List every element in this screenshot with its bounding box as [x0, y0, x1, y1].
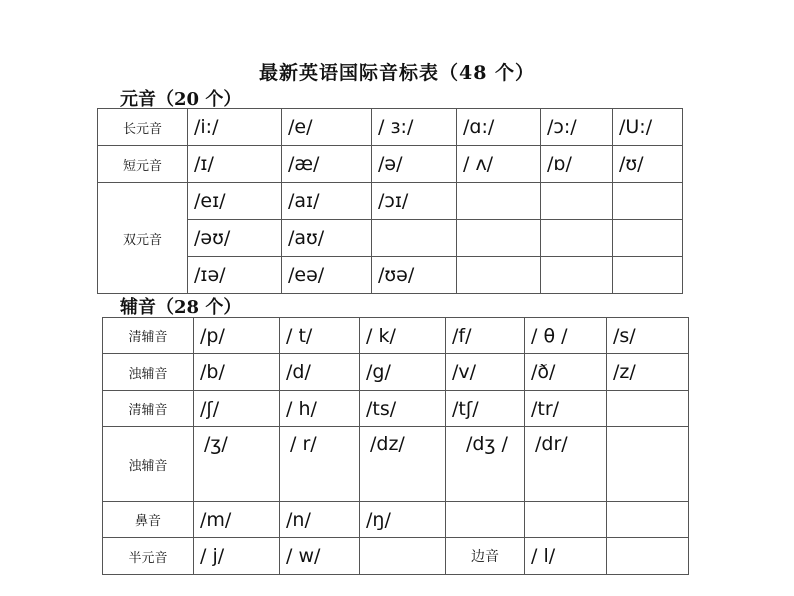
phoneme-cell: /ʒ/: [194, 427, 280, 502]
phoneme-cell: /ɔ:/: [541, 109, 613, 146]
empty-cell: [613, 183, 683, 220]
phoneme-cell: /n/: [280, 502, 360, 538]
phoneme-cell: / w/: [280, 538, 360, 575]
phoneme-cell: /ð/: [525, 354, 607, 391]
consonant-row: [103, 427, 689, 502]
empty-cell: [541, 183, 613, 220]
phoneme-cell: / l/: [525, 538, 607, 575]
phoneme-cell: /tʃ/: [446, 391, 525, 427]
empty-cell: [446, 502, 525, 538]
phoneme-cell: /ŋ/: [360, 502, 446, 538]
row-header: 长元音: [98, 109, 188, 146]
phoneme-cell: /m/: [194, 502, 280, 538]
phoneme-cell: / ʌ/: [457, 146, 541, 183]
empty-cell: [607, 538, 689, 575]
phoneme-cell: /dz/: [360, 427, 446, 502]
phoneme-cell: /g/: [360, 354, 446, 391]
row-header: 清辅音: [103, 318, 194, 354]
consonant-row: [103, 502, 689, 538]
row-header: 清辅音: [103, 391, 194, 427]
phoneme-cell: /p/: [194, 318, 280, 354]
phoneme-cell: /ʃ/: [194, 391, 280, 427]
phoneme-cell: /eə/: [282, 257, 372, 294]
phoneme-cell: /ʊ/: [613, 146, 683, 183]
phoneme-cell: / j/: [194, 538, 280, 575]
empty-cell: [541, 220, 613, 257]
empty-cell: [613, 257, 683, 294]
phoneme-cell: /i:/: [188, 109, 282, 146]
consonant-table: [102, 317, 689, 575]
empty-cell: [360, 538, 446, 575]
phoneme-cell: /z/: [607, 354, 689, 391]
vowel-section-label: 元音（20 个）: [120, 89, 242, 110]
vowel-row-diphthong-1: [98, 183, 683, 220]
phoneme-cell: /æ/: [282, 146, 372, 183]
phoneme-cell: /dʒ /: [446, 427, 525, 502]
empty-cell: [372, 220, 457, 257]
phoneme-cell: / t/: [280, 318, 360, 354]
phoneme-cell: /ts/: [360, 391, 446, 427]
row-header: 鼻音: [103, 502, 194, 538]
lateral-label: 边音: [446, 538, 525, 575]
row-header: 双元音: [98, 183, 188, 294]
phoneme-cell: /ɔɪ/: [372, 183, 457, 220]
vowel-table: [97, 108, 683, 294]
phoneme-cell: /aɪ/: [282, 183, 372, 220]
phoneme-cell: /ʊə/: [372, 257, 457, 294]
consonant-row: [103, 538, 689, 575]
phoneme-cell: /ɪ/: [188, 146, 282, 183]
phoneme-cell: /eɪ/: [188, 183, 282, 220]
empty-cell: [607, 502, 689, 538]
phoneme-cell: /ɑ:/: [457, 109, 541, 146]
phoneme-cell: /əʊ/: [188, 220, 282, 257]
phoneme-cell: /f/: [446, 318, 525, 354]
consonant-row: [103, 318, 689, 354]
phoneme-cell: /ɒ/: [541, 146, 613, 183]
phoneme-cell: /dr/: [525, 427, 607, 502]
empty-cell: [607, 391, 689, 427]
consonant-row: [103, 391, 689, 427]
empty-cell: [457, 183, 541, 220]
phoneme-cell: /v/: [446, 354, 525, 391]
empty-cell: [457, 257, 541, 294]
phoneme-cell: / r/: [280, 427, 360, 502]
phoneme-cell: /aʊ/: [282, 220, 372, 257]
consonant-section-label: 辅音（28 个）: [120, 297, 242, 318]
consonant-row: [103, 354, 689, 391]
vowel-row-short: [98, 146, 683, 183]
phoneme-cell: /e/: [282, 109, 372, 146]
row-header: 浊辅音: [103, 354, 194, 391]
phoneme-cell: / ɜ:/: [372, 109, 457, 146]
phoneme-cell: /d/: [280, 354, 360, 391]
row-header: 短元音: [98, 146, 188, 183]
phoneme-cell: /ɪə/: [188, 257, 282, 294]
empty-cell: [613, 220, 683, 257]
vowel-row-long: [98, 109, 683, 146]
row-header: 浊辅音: [103, 427, 194, 502]
phoneme-cell: /s/: [607, 318, 689, 354]
phoneme-cell: /tr/: [525, 391, 607, 427]
empty-cell: [541, 257, 613, 294]
phoneme-cell: /b/: [194, 354, 280, 391]
empty-cell: [607, 427, 689, 502]
phoneme-cell: /U:/: [613, 109, 683, 146]
empty-cell: [457, 220, 541, 257]
phoneme-cell: / θ /: [525, 318, 607, 354]
phoneme-cell: / k/: [360, 318, 446, 354]
phoneme-cell: / h/: [280, 391, 360, 427]
phoneme-cell: /ə/: [372, 146, 457, 183]
empty-cell: [525, 502, 607, 538]
page-title: 最新英语国际音标表（48 个）: [258, 62, 536, 84]
row-header: 半元音: [103, 538, 194, 575]
